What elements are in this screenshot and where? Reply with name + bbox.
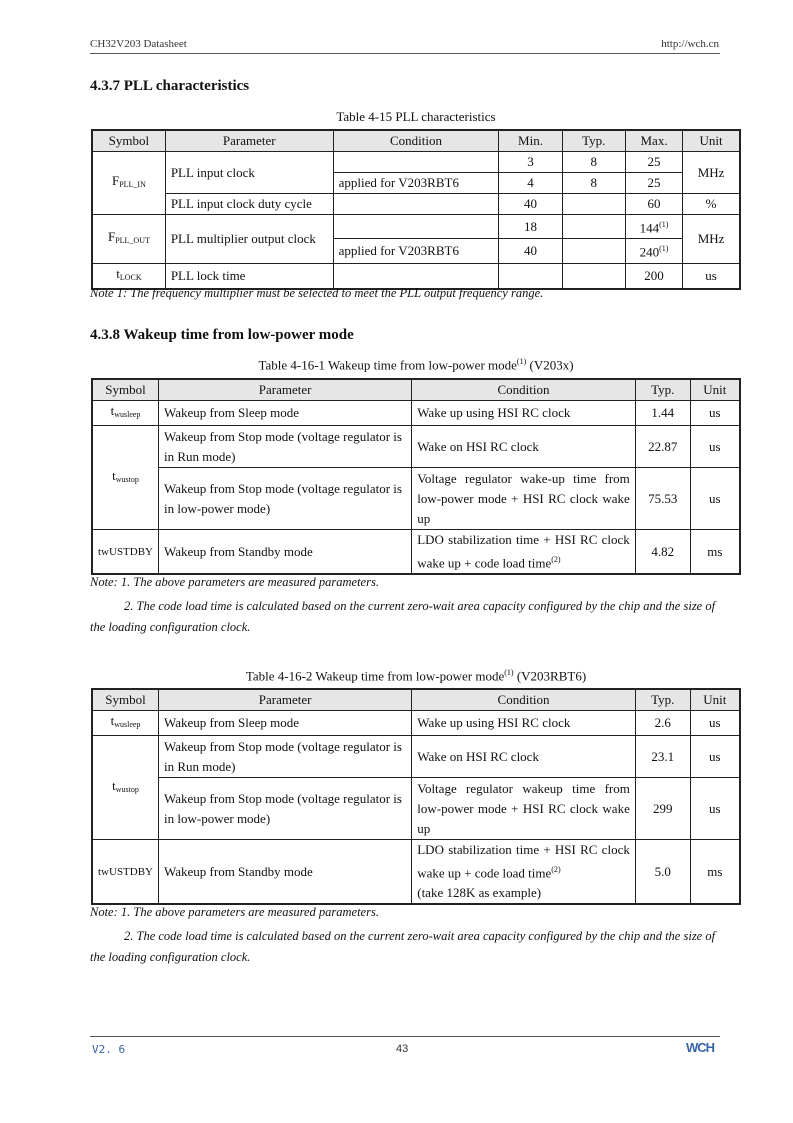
param-cell: Wakeup from Standby mode bbox=[159, 840, 412, 905]
unit-cell: MHz bbox=[683, 152, 740, 194]
section-title-pll: 4.3.7 PLL characteristics bbox=[90, 78, 250, 94]
symbol-cell: twUSTDBY bbox=[92, 530, 159, 575]
wch-logo: WCH bbox=[686, 1040, 715, 1055]
cond-cell bbox=[333, 194, 499, 215]
col-header: Unit bbox=[683, 130, 740, 152]
typ-cell: 299 bbox=[635, 778, 690, 840]
col-header: Unit bbox=[690, 379, 740, 401]
table-row bbox=[92, 215, 740, 239]
cond-cell: LDO stabilization time + HSI RC clock wake up + code load time$^{(2)}$ (take 128K as example) bbox=[412, 840, 636, 905]
symbol-cell: $F_{PLL\_OUT}$ bbox=[92, 215, 165, 264]
unit-cell: ms bbox=[690, 840, 740, 905]
typ-cell bbox=[562, 263, 625, 289]
header-divider bbox=[90, 53, 720, 54]
symbol-cell: twUSTDBY bbox=[92, 840, 159, 905]
max-cell: 240$^{(1)}$ bbox=[625, 239, 682, 263]
wakeup-note-a2: 2. The code load time is calculated based on the current zero-wait area capacity configured by the chip and the size of the loading configuration clock. bbox=[90, 599, 716, 634]
min-cell bbox=[499, 263, 562, 289]
table-row bbox=[92, 152, 740, 173]
table-header-row bbox=[92, 379, 740, 401]
cond-cell bbox=[333, 215, 499, 239]
unit-cell: us bbox=[690, 711, 740, 736]
unit-cell: MHz bbox=[683, 215, 740, 264]
param-cell: Wakeup from Stop mode (voltage regulator is in low-power mode) bbox=[159, 778, 412, 840]
unit-cell: us bbox=[690, 468, 740, 530]
param-cell: Wakeup from Sleep mode bbox=[159, 711, 412, 736]
col-header: Parameter bbox=[165, 130, 333, 152]
col-header: Parameter bbox=[159, 379, 412, 401]
min-cell: 40 bbox=[499, 239, 562, 263]
cond-cell: Voltage regulator wake-up time from low-power mode + HSI RC clock wake up bbox=[412, 468, 636, 530]
cond-cell: Wake up using HSI RC clock bbox=[412, 401, 636, 426]
symbol-cell: $t_{wustop}$ bbox=[92, 426, 159, 530]
col-header: Max. bbox=[625, 130, 682, 152]
max-cell: 25 bbox=[625, 152, 682, 173]
param-cell: PLL lock time bbox=[165, 263, 333, 289]
table-row bbox=[92, 194, 740, 215]
table-row bbox=[92, 530, 740, 575]
symbol-cell: $t_{LOCK}$ bbox=[92, 263, 165, 289]
col-header: Symbol bbox=[92, 379, 159, 401]
col-header: Condition bbox=[412, 689, 636, 711]
typ-cell bbox=[562, 194, 625, 215]
unit-cell: us bbox=[690, 426, 740, 468]
symbol-cell: $t_{wustop}$ bbox=[92, 736, 159, 840]
header-doc-title: CH32V203 Datasheet bbox=[90, 38, 187, 50]
typ-cell bbox=[562, 239, 625, 263]
section-title-wakeup: 4.3.8 Wakeup time from low-power mode bbox=[90, 327, 354, 343]
col-header: Typ. bbox=[562, 130, 625, 152]
param-cell: PLL input clock bbox=[165, 152, 333, 194]
cond-cell: Wake on HSI RC clock bbox=[412, 426, 636, 468]
max-cell: 144$^{(1)}$ bbox=[625, 215, 682, 239]
unit-cell: us bbox=[683, 263, 740, 289]
symbol-cell: $F_{PLL\_IN}$ bbox=[92, 152, 165, 215]
table-row bbox=[92, 711, 740, 736]
unit-cell: us bbox=[690, 778, 740, 840]
col-header: Min. bbox=[499, 130, 562, 152]
typ-cell: 22.87 bbox=[635, 426, 690, 468]
symbol-cell: $t_{wusleep}$ bbox=[92, 711, 159, 736]
max-cell: 60 bbox=[625, 194, 682, 215]
cond-cell bbox=[333, 263, 499, 289]
typ-cell: 23.1 bbox=[635, 736, 690, 778]
pll-characteristics-table bbox=[91, 129, 741, 290]
col-header: Condition bbox=[412, 379, 636, 401]
min-cell: 40 bbox=[499, 194, 562, 215]
unit-cell: us bbox=[690, 401, 740, 426]
cond-cell: applied for V203RBT6 bbox=[333, 173, 499, 194]
col-header: Condition bbox=[333, 130, 499, 152]
col-header: Typ. bbox=[635, 379, 690, 401]
col-header: Symbol bbox=[92, 689, 159, 711]
min-cell: 3 bbox=[499, 152, 562, 173]
typ-cell: 75.53 bbox=[635, 468, 690, 530]
min-cell: 18 bbox=[499, 215, 562, 239]
pll-note: Note 1: The frequency multiplier must be selected to meet the PLL output frequency range. bbox=[90, 286, 544, 300]
table-row bbox=[92, 778, 740, 840]
typ-cell: 8 bbox=[562, 152, 625, 173]
wakeup-table-v203rbt6 bbox=[91, 688, 741, 905]
footer-version: V2. 6 bbox=[92, 1043, 126, 1056]
param-cell: PLL multiplier output clock bbox=[165, 215, 333, 264]
typ-cell: 2.6 bbox=[635, 711, 690, 736]
header-url: http://wch.cn bbox=[661, 38, 719, 50]
footer-page-number: 43 bbox=[396, 1043, 409, 1055]
cond-cell bbox=[333, 152, 499, 173]
col-header: Symbol bbox=[92, 130, 165, 152]
param-cell: Wakeup from Standby mode bbox=[159, 530, 412, 575]
wakeup-note-b1: Note: 1. The above parameters are measured parameters. bbox=[90, 905, 379, 919]
wakeup-note-b2: 2. The code load time is calculated based on the current zero-wait area capacity configured by the chip and the size of the loading configuration clock. bbox=[90, 929, 716, 964]
wakeup-table-v203x bbox=[91, 378, 741, 575]
cond-cell: Voltage regulator wakeup time from low-power mode + HSI RC clock wake up bbox=[412, 778, 636, 840]
param-cell: Wakeup from Stop mode (voltage regulator is in Run mode) bbox=[159, 426, 412, 468]
table-row bbox=[92, 468, 740, 530]
typ-cell: 8 bbox=[562, 173, 625, 194]
unit-cell: % bbox=[683, 194, 740, 215]
table-header-row bbox=[92, 689, 740, 711]
param-cell: Wakeup from Stop mode (voltage regulator is in low-power mode) bbox=[159, 468, 412, 530]
typ-cell: 1.44 bbox=[635, 401, 690, 426]
table-row bbox=[92, 736, 740, 778]
table-caption-wakeup-a: Table 4-16-1 Wakeup time from low-power mode$^{(1)}$ (V203x) bbox=[258, 357, 574, 373]
symbol-cell: $t_{wusleep}$ bbox=[92, 401, 159, 426]
param-cell: Wakeup from Stop mode (voltage regulator is in Run mode) bbox=[159, 736, 412, 778]
table-caption-pll: Table 4-15 PLL characteristics bbox=[336, 109, 496, 124]
cond-cell: Wake up using HSI RC clock bbox=[412, 711, 636, 736]
table-header-row bbox=[92, 130, 740, 152]
col-header: Typ. bbox=[635, 689, 690, 711]
table-row bbox=[92, 263, 740, 289]
col-header: Unit bbox=[690, 689, 740, 711]
cond-cell: Wake on HSI RC clock bbox=[412, 736, 636, 778]
max-cell: 25 bbox=[625, 173, 682, 194]
table-caption-wakeup-b: Table 4-16-2 Wakeup time from low-power mode$^{(1)}$ (V203RBT6) bbox=[245, 668, 587, 684]
table-row bbox=[92, 401, 740, 426]
table-row bbox=[92, 840, 740, 905]
cond-cell: LDO stabilization time + HSI RC clock wake up + code load time$^{(2)}$ bbox=[412, 530, 636, 575]
unit-cell: ms bbox=[690, 530, 740, 575]
cond-cell: applied for V203RBT6 bbox=[333, 239, 499, 263]
typ-cell bbox=[562, 215, 625, 239]
param-cell: Wakeup from Sleep mode bbox=[159, 401, 412, 426]
typ-cell: 5.0 bbox=[635, 840, 690, 905]
col-header: Parameter bbox=[159, 689, 412, 711]
param-cell: PLL input clock duty cycle bbox=[165, 194, 333, 215]
unit-cell: us bbox=[690, 736, 740, 778]
max-cell: 200 bbox=[625, 263, 682, 289]
min-cell: 4 bbox=[499, 173, 562, 194]
wakeup-note-a1: Note: 1. The above parameters are measured parameters. bbox=[90, 575, 379, 589]
typ-cell: 4.82 bbox=[635, 530, 690, 575]
table-row bbox=[92, 426, 740, 468]
footer-divider bbox=[90, 1036, 720, 1037]
